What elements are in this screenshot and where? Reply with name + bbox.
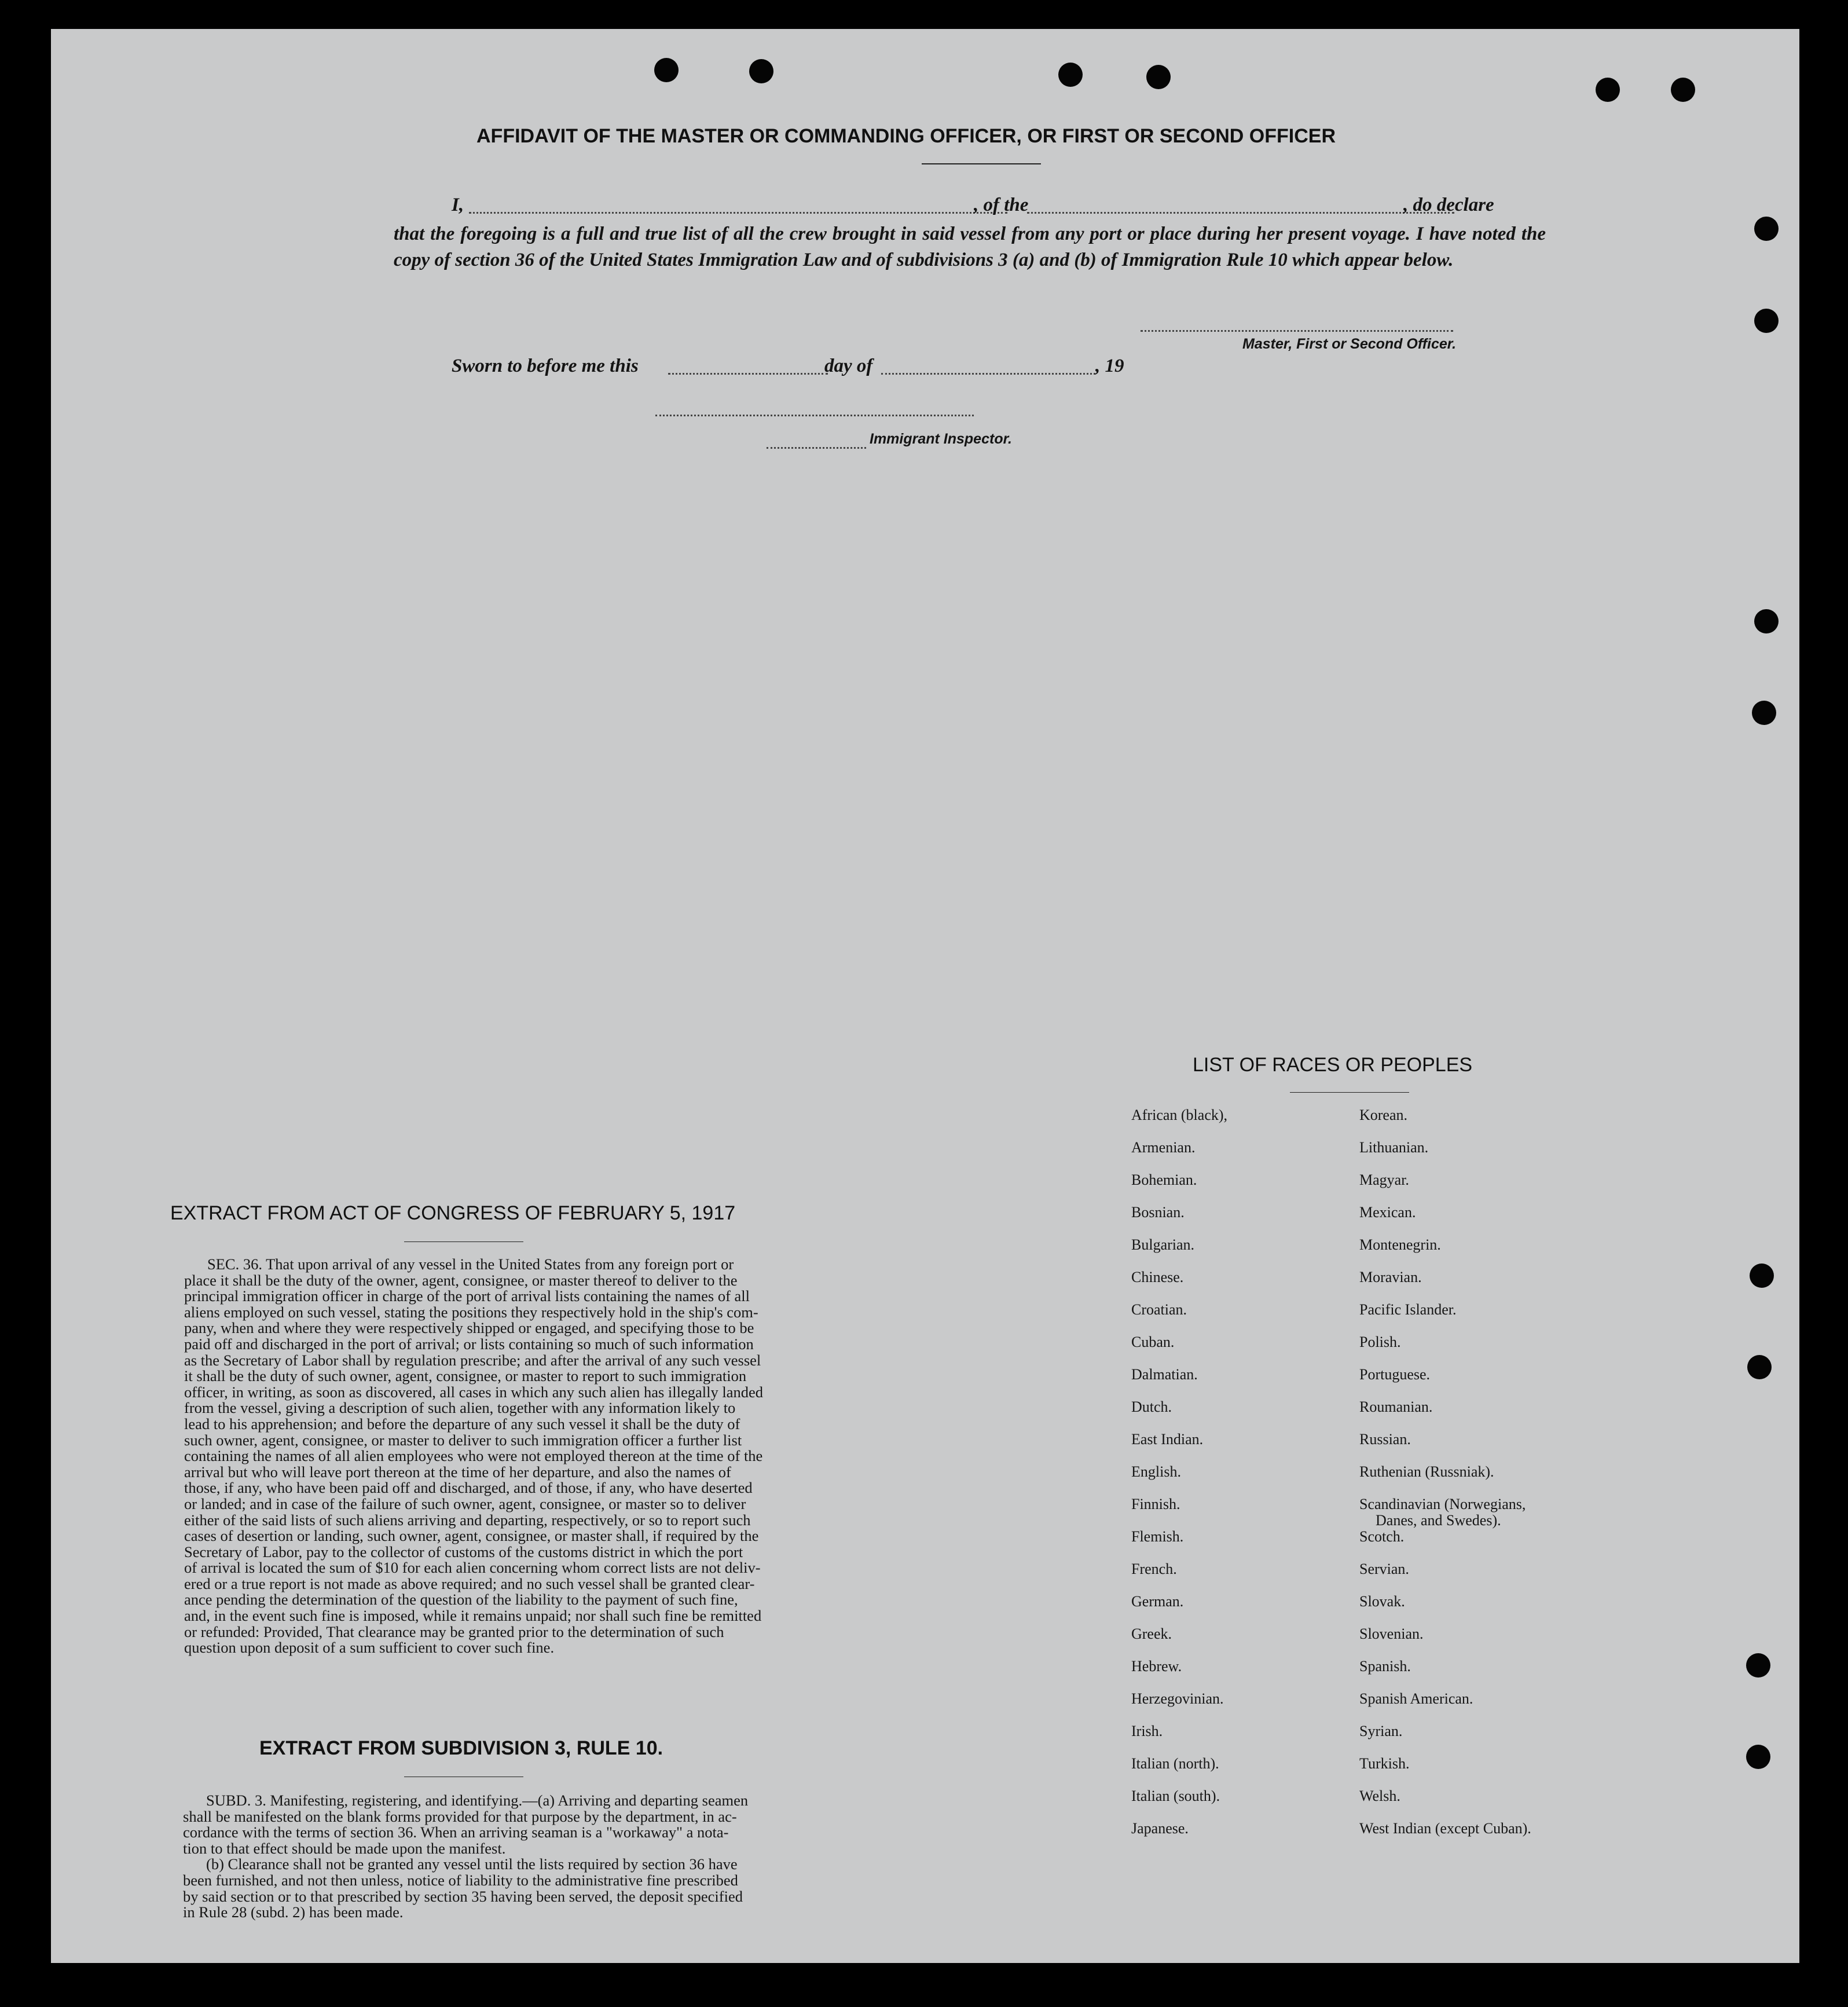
extract-line: by said section or to that prescribed by section 35 having been served, the deposit specified	[183, 1887, 743, 1905]
punch-hole	[654, 58, 679, 82]
extract-line: either of the said lists of such aliens arriving and departing, respectively, or so to report such	[184, 1511, 751, 1529]
race-item: Finnish.	[1131, 1496, 1180, 1512]
race-item: Ruthenian (Russniak).	[1359, 1463, 1494, 1480]
rule-extract-title: EXTRACT FROM SUBDIVISION 3, RULE 10.	[259, 1737, 663, 1759]
extract-line: containing the names of all alien employees who were not employed thereon at the time of the	[184, 1447, 763, 1465]
race-item: Chinese.	[1131, 1269, 1184, 1285]
races-title: LIST OF RACES OR PEOPLES	[1193, 1054, 1473, 1076]
extract-line: from the vessel, giving a description of such alien, together with any information likely to	[184, 1399, 736, 1417]
race-item: Bohemian.	[1131, 1171, 1197, 1188]
act-title-rule	[404, 1241, 523, 1242]
race-item: Slovak.	[1359, 1593, 1405, 1610]
extract-line: ered or a true report is not made as above required; and no such vessel shall be granted clear-	[184, 1574, 755, 1592]
race-item: Roumanian.	[1359, 1398, 1433, 1415]
race-item: Hebrew.	[1131, 1658, 1182, 1675]
race-item: Croatian.	[1131, 1301, 1187, 1318]
extract-line: or landed; and in case of the failure of such owner, agent, consignee, or master so to deliver	[184, 1495, 746, 1512]
extract-line: Secretary of Labor, pay to the collector of customs of the customs district in which the port	[184, 1543, 743, 1561]
punch-hole	[1747, 1355, 1772, 1379]
race-item: Spanish.	[1359, 1658, 1411, 1675]
sworn-label: Sworn to before me this	[452, 356, 639, 376]
sworn-day-blank[interactable]	[668, 373, 828, 375]
race-item: Bosnian.	[1131, 1204, 1185, 1221]
race-item: Cuban.	[1131, 1334, 1175, 1350]
declarant-name-blank[interactable]	[469, 212, 1007, 214]
extract-line: been furnished, and not then unless, notice of liability to the administrative fine prescribed	[183, 1871, 738, 1889]
extract-line: aliens employed on such vessel, stating the positions they respectively hold in the ship's com-	[184, 1303, 758, 1321]
race-item: Moravian.	[1359, 1269, 1422, 1285]
extract-line: such owner, agent, consignee, or master to deliver to such immigration officer a further list	[184, 1431, 742, 1449]
race-item: Russian.	[1359, 1431, 1411, 1448]
title-rule	[922, 163, 1041, 164]
extract-line: SEC. 36. That upon arrival of any vessel in the United States from any foreign port or	[207, 1255, 734, 1273]
punch-hole	[1754, 217, 1779, 241]
sworn-month-blank[interactable]	[881, 373, 1095, 375]
extract-line: cases of desertion or landing, such owner, agent, consignee, or master shall, if required by the	[184, 1527, 759, 1545]
race-item: Welsh.	[1359, 1788, 1400, 1804]
race-item: German.	[1131, 1593, 1184, 1610]
race-item: West Indian (except Cuban).	[1359, 1820, 1531, 1837]
extract-line: officer, in writing, as soon as discovered, all cases in which any such alien has illegally landed	[184, 1383, 764, 1401]
signature-label: Master, First or Second Officer.	[1242, 336, 1457, 352]
rule-extract-text	[183, 1793, 864, 1921]
extract-line: cordance with the terms of section 36. When an arriving seaman is a "workaway" a nota-	[183, 1823, 729, 1841]
day-of-label: day of	[824, 356, 873, 376]
act-extract-title: EXTRACT FROM ACT OF CONGRESS OF FEBRUARY 5, 1917	[170, 1202, 736, 1224]
race-item: Herzegovinian.	[1131, 1690, 1224, 1707]
punch-hole	[1596, 78, 1620, 102]
extract-line: in Rule 28 (subd. 2) has been made.	[183, 1903, 404, 1921]
race-item: Lithuanian.	[1359, 1139, 1429, 1156]
affidavit-body: that the foregoing is a full and true list of all the crew brought in said vessel from any port or place during her present voyage. I have noted the copy of section 36 of the United States Immigration Law and of subdivisions 3 (a) and (b) of Immigration Rule 10 which appear below.	[394, 224, 1546, 270]
punch-hole	[1754, 609, 1779, 633]
extract-line: SUBD. 3. Manifesting, registering, and identifying.—(a) Arriving and departing seamen	[206, 1792, 749, 1809]
race-item: Greek.	[1131, 1625, 1172, 1642]
race-item: Scotch.	[1359, 1528, 1405, 1545]
race-item: Turkish.	[1359, 1755, 1410, 1772]
races-title-rule	[1290, 1092, 1409, 1093]
race-item: Mexican.	[1359, 1204, 1416, 1221]
document-page	[51, 29, 1799, 1963]
race-item: Servian.	[1359, 1561, 1409, 1577]
extract-line: and, in the event such fine is imposed, while it remains unpaid; nor shall such fine be remitted	[184, 1607, 762, 1625]
race-item: French.	[1131, 1561, 1177, 1577]
inspector-label: Immigrant Inspector.	[870, 431, 1012, 447]
punch-hole	[1058, 63, 1083, 87]
extract-line: shall be manifested on the blank forms provided for that purpose by the department, in ac-	[183, 1807, 737, 1825]
race-item: Dalmatian.	[1131, 1366, 1198, 1383]
extract-line: those, if any, who have been paid off and discharged, and of those, if any, who have deserted	[184, 1479, 753, 1497]
extract-line: as the Secretary of Labor shall by regulation prescribe; and after the arrival of any such vessel	[184, 1351, 761, 1369]
signature-blank[interactable]	[1141, 330, 1453, 332]
race-item: Spanish American.	[1359, 1690, 1473, 1707]
extract-line: it shall be the duty of such owner, agent, consignee, or master to report to such immigration	[184, 1367, 747, 1385]
race-item: East Indian.	[1131, 1431, 1204, 1448]
do-declare-label: , do declare	[1403, 195, 1494, 215]
race-item: Italian (south).	[1131, 1788, 1220, 1804]
extract-line: (b) Clearance shall not be granted any vessel until the lists required by section 36 have	[206, 1855, 738, 1873]
extract-line: ance pending the determination of the question of the liability to the payment of such fine,	[184, 1591, 738, 1609]
race-item: Danes, and Swedes).	[1376, 1512, 1501, 1529]
extract-line: lead to his apprehension; and before the departure of any such vessel it shall be the duty of	[184, 1415, 740, 1433]
races-right-column	[1359, 1107, 1531, 1853]
extract-line: paid off and discharged in the port of arrival; or lists containing so much of such information	[184, 1335, 754, 1353]
race-item: Dutch.	[1131, 1398, 1172, 1415]
punch-hole	[1746, 1653, 1770, 1678]
extract-line: principal immigration officer in charge of the port of arrival lists containing the names of all	[184, 1287, 750, 1305]
race-item: Montenegrin.	[1359, 1236, 1441, 1253]
act-extract-text	[184, 1257, 867, 1656]
race-item: African (black),	[1131, 1107, 1228, 1123]
race-item: Polish.	[1359, 1334, 1401, 1350]
race-item: Magyar.	[1359, 1171, 1409, 1188]
declarant-label: I,	[452, 195, 464, 215]
show-through	[236, 110, 243, 142]
race-item: Japanese.	[1131, 1820, 1189, 1837]
punch-hole	[1746, 1745, 1770, 1769]
of-the-label: , of the	[974, 195, 1029, 215]
race-item: Portuguese.	[1359, 1366, 1431, 1383]
race-item: Bulgarian.	[1131, 1236, 1195, 1253]
inspector-signature-blank[interactable]	[655, 415, 974, 416]
race-item: Korean.	[1359, 1107, 1408, 1123]
extract-line: of arrival is located the sum of $10 for each alien concerning whom correct lists are not deliv-	[184, 1559, 761, 1577]
extract-line: or refunded: Provided, That clearance may be granted prior to the determination of such	[184, 1623, 724, 1640]
race-item: Pacific Islander.	[1359, 1301, 1457, 1318]
extract-line: pany, when and where they were respectively shipped or engaged, and specifying those to be	[184, 1319, 754, 1337]
inspector-signature-lead	[767, 447, 866, 449]
race-item: Syrian.	[1359, 1723, 1403, 1739]
race-item: Scandinavian (Norwegians,	[1359, 1496, 1526, 1512]
punch-hole	[1671, 78, 1695, 102]
vessel-name-blank[interactable]	[1027, 212, 1454, 214]
race-item: Italian (north).	[1131, 1755, 1219, 1772]
punch-hole	[749, 59, 773, 83]
punch-hole	[1754, 309, 1779, 333]
race-item: Slovenian.	[1359, 1625, 1424, 1642]
extract-line: place it shall be the duty of the owner, agent, consignee, or master thereof to deliver to the	[184, 1271, 738, 1289]
races-left-column	[1131, 1107, 1227, 1853]
extract-line: tion to that effect should be made upon the manifest.	[183, 1839, 506, 1857]
race-item: Irish.	[1131, 1723, 1163, 1739]
race-item: Flemish.	[1131, 1528, 1184, 1545]
punch-hole	[1146, 65, 1171, 89]
race-item: English.	[1131, 1463, 1181, 1480]
affidavit-title: AFFIDAVIT OF THE MASTER OR COMMANDING OFFICER, OR FIRST OR SECOND OFFICER	[476, 125, 1336, 147]
extract-line: question upon deposit of a sum sufficient to cover such fine.	[184, 1639, 555, 1657]
year-label: , 19	[1095, 356, 1124, 376]
punch-hole	[1752, 701, 1776, 725]
extract-line: arrival but who will leave port thereon at the time of her departure, and also the names of	[184, 1463, 731, 1481]
punch-hole	[1750, 1263, 1774, 1288]
race-item: Armenian.	[1131, 1139, 1196, 1156]
